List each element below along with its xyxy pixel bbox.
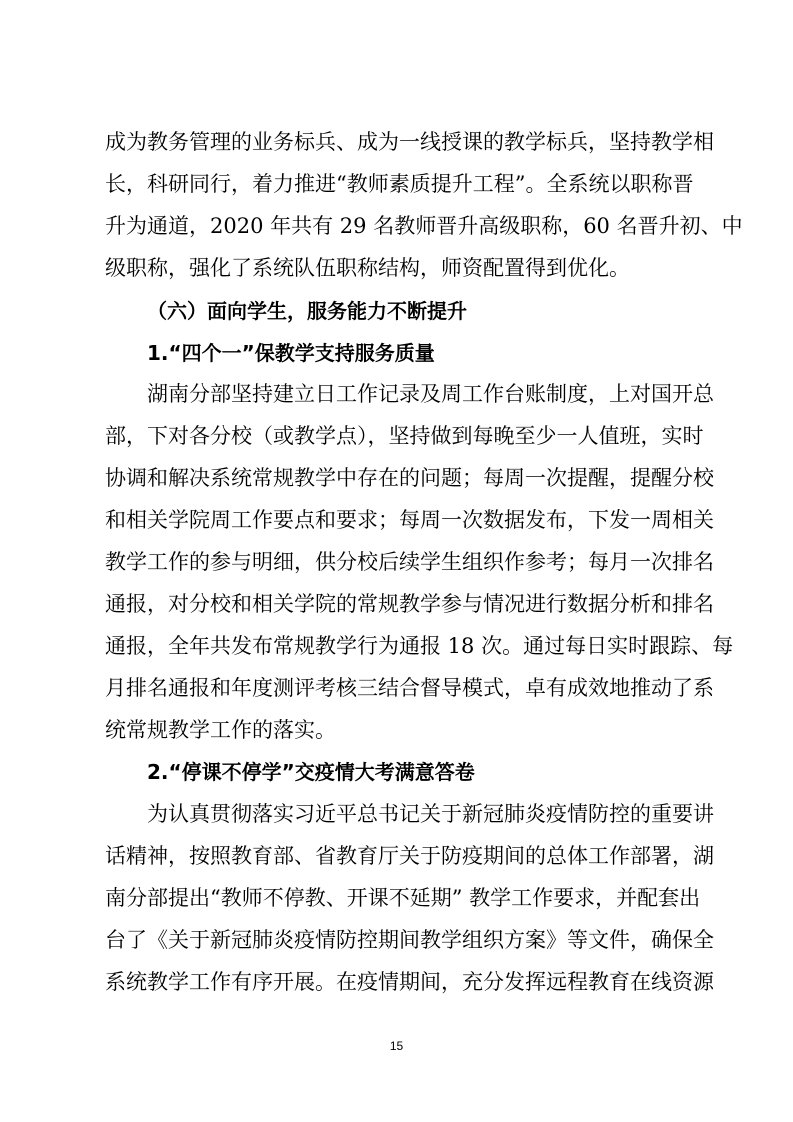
paragraph-3-line-3: 南分部提出“教师不停教、开课不延期” 教学工作要求，并配套出 [105, 886, 701, 910]
paragraph-2-line-1: 湖南分部坚持建立日工作记录及周工作台账制度，上对国开总 [147, 382, 714, 406]
paragraph-3-line-4: 台了《关于新冠肺炎疫情防控期间教学组织方案》等文件，确保全 [105, 928, 714, 952]
page-number: 15 [389, 1039, 404, 1053]
paragraph-2-line-9: 统常规教学工作的落实。 [105, 718, 336, 742]
paragraph-3-line-5: 系统教学工作有序开展。在疫情期间，充分发挥远程教育在线资源 [105, 970, 714, 994]
paragraph-2-line-4: 和相关学院周工作要点和要求；每周一次数据发布，下发一周相关 [105, 508, 714, 532]
section-heading: （六）面向学生，服务能力不断提升 [147, 299, 467, 323]
subheading-1: 1.“四个一”保教学支持服务质量 [147, 341, 435, 365]
paragraph-3-line-2: 话精神，按照教育部、省教育厅关于防疫期间的总体工作部署，湖 [105, 844, 714, 868]
paragraph-2-line-2: 部，下对各分校（或教学点），坚持做到每晚至少一人值班，实时 [105, 424, 704, 448]
subheading-2: 2.“停课不停学”交疫情大考满意答卷 [147, 760, 475, 784]
paragraph-2-line-6: 通报，对分校和相关学院的常规教学参与情况进行数据分析和排名 [105, 592, 714, 616]
paragraph-3-line-1: 为认真贯彻落实习近平总书记关于新冠肺炎疫情防控的重要讲 [147, 802, 714, 826]
paragraph-2-line-3: 协调和解决系统常规教学中存在的问题；每周一次提醒，提醒分校 [105, 466, 714, 490]
paragraph-2-line-5: 教学工作的参与明细，供分校后续学生组织作参考；每月一次排名 [105, 550, 714, 574]
paragraph-1-line-4: 级职称，强化了系统队伍职称结构，师资配置得到优化。 [105, 256, 630, 280]
paragraph-1-line-3: 升为通道，2020 年共有 29 名教师晋升高级职称，60 名晋升初、中 [105, 214, 743, 238]
paragraph-2-line-7: 通报，全年共发布常规教学行为通报 18 次。通过每日实时跟踪、每 [105, 634, 734, 658]
paragraph-1-line-2: 长，科研同行，着力推进“教师素质提升工程”。全系统以职称晋 [105, 172, 694, 196]
paragraph-2-line-8: 月排名通报和年度测评考核三结合督导模式，卓有成效地推动了系 [105, 676, 714, 700]
paragraph-1-line-1: 成为教务管理的业务标兵、成为一线授课的教学标兵，坚持教学相 [105, 130, 714, 154]
